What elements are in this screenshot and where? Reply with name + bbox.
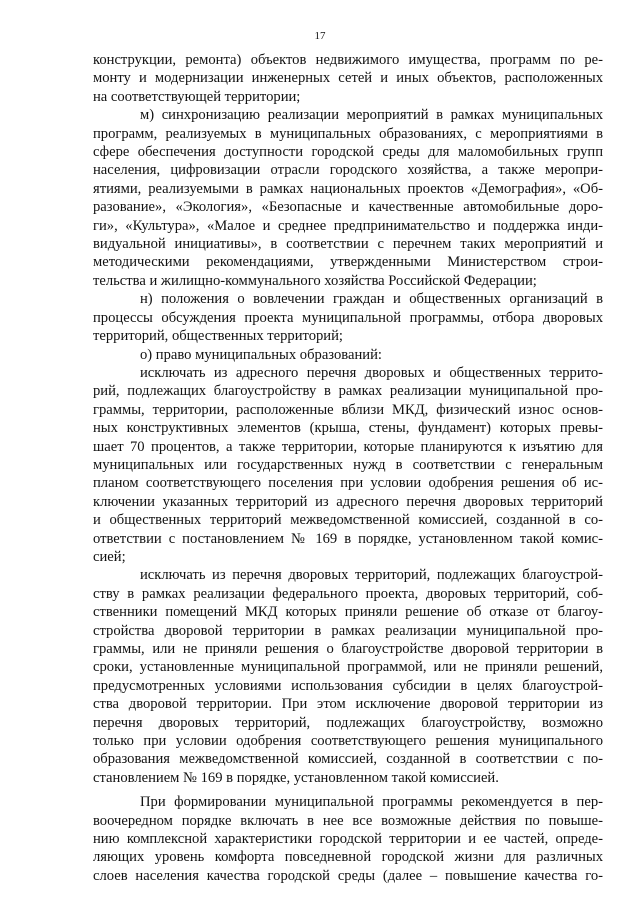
text-line: сией;: [93, 548, 126, 565]
text-line: граммы, или не приняли решения о благоустройстве дворовой территории в: [93, 641, 603, 657]
text-line: м) синхронизацию реализации мероприятий в рамках муниципальных: [140, 107, 603, 124]
text-line: граммы, территории, расположенные вблизи МКД, физический износ основ-: [93, 401, 603, 418]
text-line: планом соответствующего поселения при условии одобрения решения об ис-: [93, 475, 603, 492]
text-line: сроки, установленные муниципальной программой, или не приняли решений,: [93, 659, 603, 676]
text-line: муниципальных или государственных нужд в соответствии с генеральным: [93, 456, 603, 473]
text-line: только при условии одобрения соответствующего решения муниципального: [93, 733, 603, 750]
text-line: При формировании муниципальной программы рекомендуется в пер-: [140, 794, 603, 811]
page-number: 17: [314, 30, 326, 42]
body-text: [93, 51, 603, 885]
text-line: исключать из адресного перечня дворовых и общественных террито-: [140, 364, 603, 381]
text-line: программ, реализуемых в муниципальных образованиях, с мероприятиями в: [93, 125, 603, 142]
text-line: населения, цифровизации отрасли городского хозяйства, а также меропри-: [93, 162, 603, 179]
text-line: методическими рекомендациями, утвержденными Министерством строи-: [93, 254, 603, 271]
text-line: шает 70 процентов, а также территории, которые планируются к изъятию для: [93, 438, 603, 455]
text-line: разование», «Экология», «Безопасные и качественные автомобильные доро-: [93, 199, 603, 216]
text-line: нию комплексной характеристики городской территории и ее частей, опреде-: [93, 831, 603, 848]
text-line: процессы обсуждения проекта муниципальной программы, отбора дворовых: [93, 309, 603, 326]
text-line: становлением № 169 в порядке, установленном такой комиссией.: [93, 769, 499, 786]
text-line: ства дворовой территории. При этом исключение дворовой территории из: [93, 696, 603, 713]
text-line: стройства дворовой территории в рамках реализации муниципальной про-: [93, 622, 603, 639]
text-line: тельства и жилищно-коммунального хозяйства Российской Федерации;: [93, 272, 537, 289]
text-line: сфере обеспечения доступности городской среды для маломобильных групп: [93, 144, 603, 161]
text-line: слоев населения качества городской среды (далее – повышение качества го-: [93, 867, 603, 884]
text-line: на соответствующей территории;: [93, 88, 301, 105]
text-line: рий, подлежащих благоустройству в рамках реализации муниципальной про-: [93, 383, 603, 400]
text-line: ги», «Культура», «Малое и среднее предпринимательство и поддержка инди-: [93, 217, 603, 234]
text-line: ственники помещений МКД которых приняли решение об отказе от благоу-: [93, 604, 603, 621]
text-line: и общественных территорий межведомственной комиссией, созданной в со-: [93, 512, 603, 529]
text-line: территорий, общественных территорий;: [93, 328, 343, 345]
text-line: перечня дворовых территорий, подлежащих благоустройству, возможно: [93, 714, 603, 731]
text-line: ответствии с постановлением № 169 в порядке, установленном такой комис-: [93, 530, 603, 547]
text-line: ляющих уровень комфорта повседневной городской жизни для различных: [93, 849, 603, 866]
text-line: предусмотренных условиями использования субсидии в целях благоустрой-: [93, 677, 603, 694]
text-line: н) положения о вовлечении граждан и общественных организаций в: [140, 291, 603, 308]
text-line: монту и модернизации инженерных сетей и иных объектов, расположенных: [93, 70, 603, 87]
text-line: воочередном порядке включать в нее все возможные действия по повыше-: [93, 812, 603, 829]
text-line: образования межведомственной комиссией, созданной в соответствии с по-: [93, 751, 603, 768]
text-line: конструкции, ремонта) объектов недвижимого имущества, программ по ре-: [93, 52, 603, 68]
text-line: ству в рамках реализации федерального проекта, дворовых территорий, соб-: [93, 585, 603, 602]
text-line: исключать из перечня дворовых территорий, подлежащих благоустрой-: [140, 567, 603, 584]
text-line: ных конструктивных элементов (крыша, стены, фундамент) которых превы-: [93, 420, 603, 437]
text-line: о) право муниципальных образований:: [140, 346, 382, 363]
text-line: ключении указанных территорий из адресного перечня дворовых территорий: [93, 493, 603, 510]
text-line: видуальной инициативы», в соответствии с перечнем таких мероприятий и: [93, 236, 603, 253]
text-line: ятиями, реализуемыми в рамках национальных проектов «Демография», «Об-: [93, 180, 603, 197]
